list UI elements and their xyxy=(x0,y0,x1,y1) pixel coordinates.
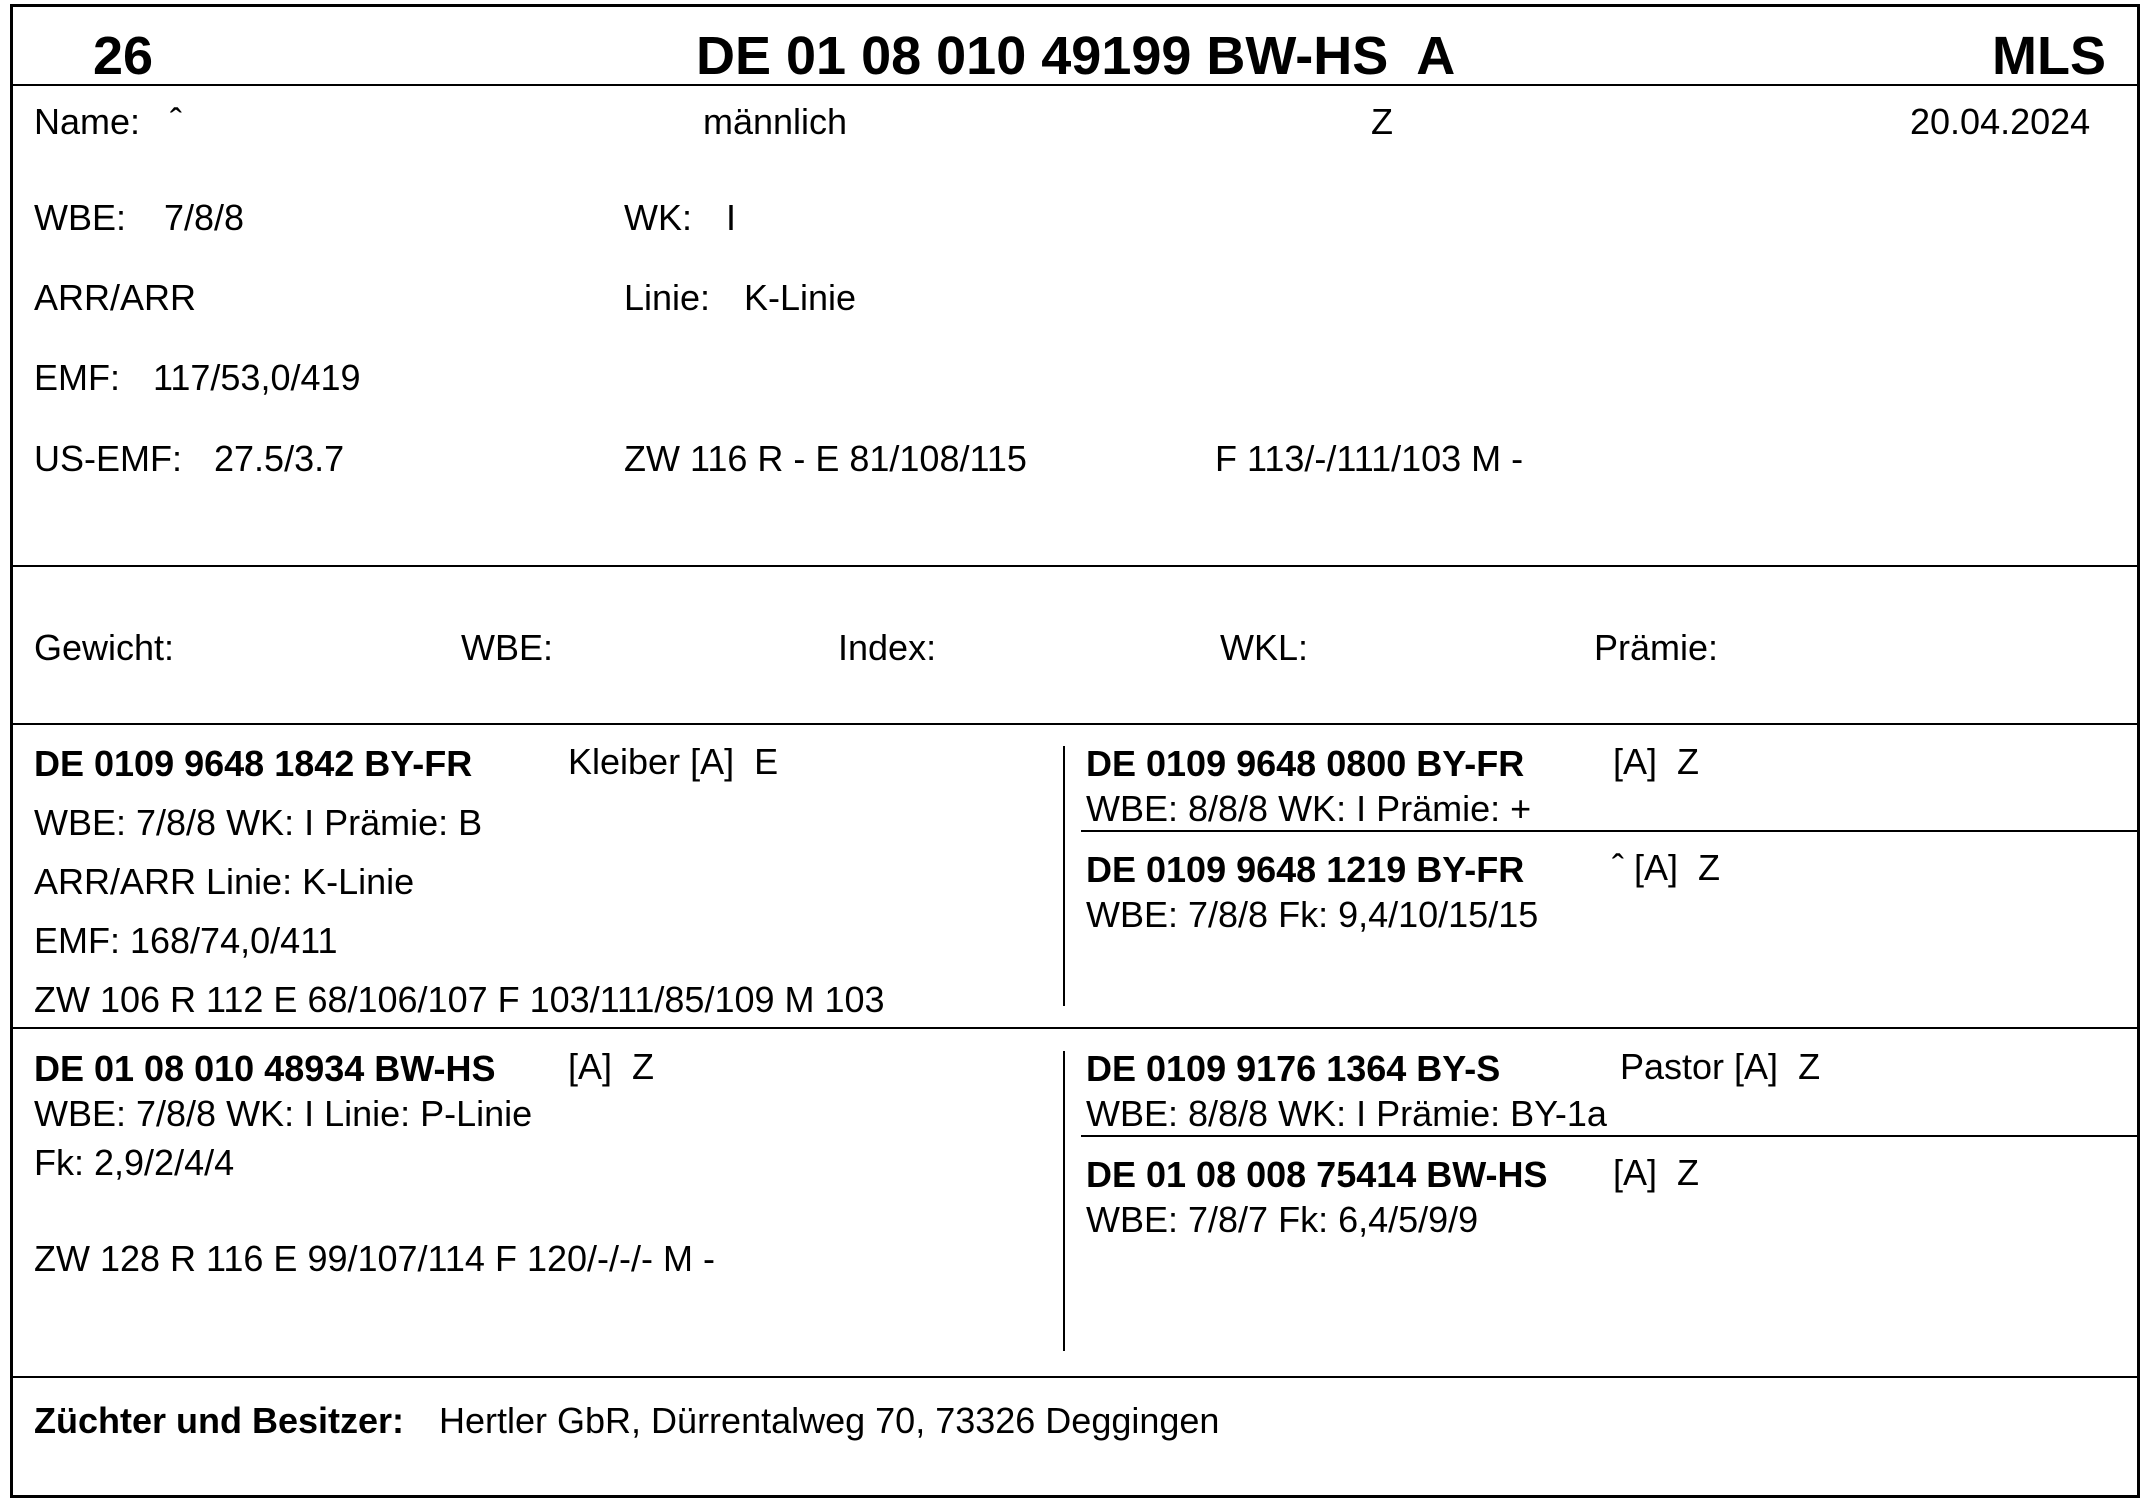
usemf-value: 27.5/3.7 xyxy=(214,438,345,479)
wbe-value: 7/8/8 xyxy=(164,197,245,238)
sire-name: Kleiber [A] E xyxy=(568,741,779,782)
header-divider xyxy=(13,84,2137,86)
wk-value: I xyxy=(726,197,737,238)
sire-line-2: ARR/ARR Linie: K-Linie xyxy=(34,861,415,902)
sire-grandparents-divider xyxy=(1081,830,2137,832)
wk-label: WK: xyxy=(624,197,692,238)
sire-dam-divider xyxy=(13,1027,2137,1029)
sire-dam-ring: DE 0109 9648 1219 BY-FR xyxy=(1086,849,1525,890)
wkl-label: WKL: xyxy=(1220,627,1309,668)
dam-column-divider xyxy=(1063,1051,1065,1351)
index-label: Index: xyxy=(838,627,937,668)
pedigree-card xyxy=(10,4,2140,1498)
dam-grandparents-divider xyxy=(1081,1135,2137,1137)
sex: männlich xyxy=(703,101,848,142)
breeder-value: Hertler GbR, Dürrentalweg 70, 73326 Deggingen xyxy=(439,1400,1220,1441)
dam-name: [A] Z xyxy=(568,1046,655,1087)
dam-dam-ring: DE 01 08 008 75414 BW-HS xyxy=(1086,1154,1548,1195)
sire-column-divider xyxy=(1063,746,1065,1006)
sire-sire-line-1: WBE: 8/8/8 WK: I Prämie: + xyxy=(1086,788,1532,829)
dam-sire-name: Pastor [A] Z xyxy=(1620,1046,1821,1087)
name-value: ˆ xyxy=(170,101,182,142)
footer-divider xyxy=(13,1376,2137,1378)
praemie-label: Prämie: xyxy=(1594,627,1719,668)
sire-dam-name: ˆ [A] Z xyxy=(1612,847,1720,888)
marker: Z xyxy=(1371,101,1393,142)
sire-line-3: EMF: 168/74,0/411 xyxy=(34,920,338,961)
emf-label: EMF: xyxy=(34,357,120,398)
dam-dam-line-1: WBE: 7/8/7 Fk: 6,4/5/9/9 xyxy=(1086,1199,1479,1240)
sire-dam-line-1: WBE: 7/8/8 Fk: 9,4/10/15/15 xyxy=(1086,894,1539,935)
sire-ring: DE 0109 9648 1842 BY-FR xyxy=(34,743,473,784)
breed-code: MLS xyxy=(1992,26,2106,86)
linie-label: Linie: xyxy=(624,277,711,318)
dam-line-2: Fk: 2,9/2/4/4 xyxy=(34,1142,235,1183)
date: 20.04.2024 xyxy=(1910,101,2091,142)
info-divider xyxy=(13,565,2137,567)
dam-sire-line-1: WBE: 8/8/8 WK: I Prämie: BY-1a xyxy=(1086,1093,1607,1134)
catalog-number: 26 xyxy=(93,26,154,86)
dam-sire-ring: DE 0109 9176 1364 BY-S xyxy=(1086,1048,1501,1089)
dam-line-1: WBE: 7/8/8 WK: I Linie: P-Linie xyxy=(34,1093,533,1134)
dam-dam-name: [A] Z xyxy=(1613,1152,1700,1193)
wbe-label: WBE: xyxy=(34,197,127,238)
sire-sire-name: [A] Z xyxy=(1613,741,1700,782)
dam-ring: DE 01 08 010 48934 BW-HS xyxy=(34,1048,496,1089)
breeder-label: Züchter und Besitzer: xyxy=(34,1400,405,1441)
arr-genotype: ARR/ARR xyxy=(34,277,197,318)
emf-value: 117/53,0/419 xyxy=(153,357,361,398)
f-value: F 113/-/111/103 M - xyxy=(1215,438,1524,479)
usemf-label: US-EMF: xyxy=(34,438,182,479)
evaluation-divider xyxy=(13,723,2137,725)
zw-value: ZW 116 R - E 81/108/115 xyxy=(624,438,1027,479)
name-label: Name: xyxy=(34,101,141,142)
gewicht-label: Gewicht: xyxy=(34,627,175,668)
sire-line-4: ZW 106 R 112 E 68/106/107 F 103/111/85/109 M 103 xyxy=(34,979,885,1020)
sire-line-1: WBE: 7/8/8 WK: I Prämie: B xyxy=(34,802,483,843)
ring-number: DE 01 08 010 49199 BW-HS A xyxy=(696,26,1456,86)
sire-sire-ring: DE 0109 9648 0800 BY-FR xyxy=(1086,743,1525,784)
dam-line-3: ZW 128 R 116 E 99/107/114 F 120/-/-/- M - xyxy=(34,1238,715,1279)
eval-wbe-label: WBE: xyxy=(461,627,554,668)
linie-value: K-Linie xyxy=(744,277,857,318)
